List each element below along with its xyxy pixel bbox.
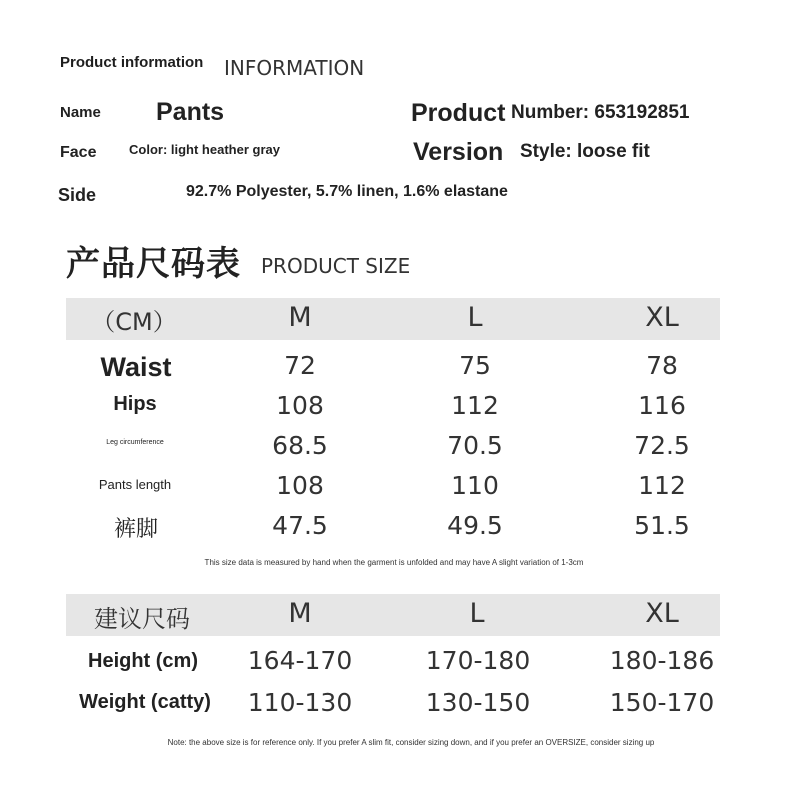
- version-label: Version: [413, 138, 504, 166]
- info-title-en: INFORMATION: [224, 56, 365, 80]
- size-table-note: This size data is measured by hand when the garment is unfolded and may have A slight variation of 1-3cm: [204, 558, 584, 567]
- row-label-waist: Waist: [100, 352, 172, 382]
- table-cell: 70.5: [447, 431, 503, 460]
- recommend-header-l: L: [469, 598, 485, 629]
- size-header-m: M: [288, 302, 312, 333]
- fabric-text: 92.7% Polyester, 5.7% linen, 1.6% elastane: [186, 183, 508, 200]
- table-cell: 150-170: [609, 688, 715, 717]
- table-cell: 170-180: [425, 646, 531, 675]
- recommend-note: Note: the above size is for reference only. If you prefer A slim fit, consider sizing down, and if you prefer an OVERSIZE, consider sizing up: [167, 738, 655, 747]
- table-cell: 78: [646, 351, 678, 380]
- style-text: Style: loose fit: [520, 141, 650, 162]
- size-header-unit: （CM）: [91, 308, 177, 336]
- side-label: Side: [58, 185, 97, 205]
- table-cell: 164-170: [247, 646, 353, 675]
- table-cell: 108: [276, 471, 324, 500]
- table-cell: 116: [638, 391, 686, 420]
- recommend-header-xl: XL: [645, 598, 679, 629]
- table-cell: 112: [638, 471, 686, 500]
- recommend-header-label: 建议尺码: [94, 605, 190, 633]
- table-cell: 68.5: [272, 431, 328, 460]
- name-value: Pants: [156, 98, 225, 126]
- size-header-l: L: [467, 302, 483, 333]
- table-cell: 110: [451, 471, 499, 500]
- row-label-hem: 裤脚: [113, 517, 159, 542]
- face-label: Face: [60, 144, 97, 161]
- product-number: Number: 653192851: [511, 102, 690, 123]
- info-title: Product information: [60, 54, 204, 71]
- table-cell: 72.5: [634, 431, 690, 460]
- product-label: Product: [411, 99, 506, 127]
- table-cell: 108: [276, 391, 324, 420]
- table-cell: 47.5: [272, 511, 328, 540]
- row-label-pants-length: Pants length: [98, 477, 172, 492]
- color-text: Color: light heather gray: [129, 142, 280, 157]
- row-label-leg-circumference: Leg circumference: [106, 439, 164, 446]
- size-heading-cn: 产品尺码表: [66, 244, 241, 284]
- size-header-xl: XL: [645, 302, 679, 333]
- size-heading-en: PRODUCT SIZE: [261, 254, 411, 278]
- table-cell: 75: [459, 351, 491, 380]
- row-label-height: Height (cm): [88, 650, 198, 672]
- table-cell: 110-130: [247, 688, 353, 717]
- table-cell: 72: [284, 351, 316, 380]
- table-cell: 112: [451, 391, 499, 420]
- table-cell: 49.5: [447, 511, 503, 540]
- recommend-header-m: M: [288, 598, 312, 629]
- row-label-hips: Hips: [113, 393, 157, 415]
- table-cell: 180-186: [609, 646, 715, 675]
- table-cell: 130-150: [425, 688, 531, 717]
- table-cell: 51.5: [634, 511, 690, 540]
- name-label: Name: [60, 104, 101, 121]
- row-label-weight: Weight (catty): [79, 691, 211, 713]
